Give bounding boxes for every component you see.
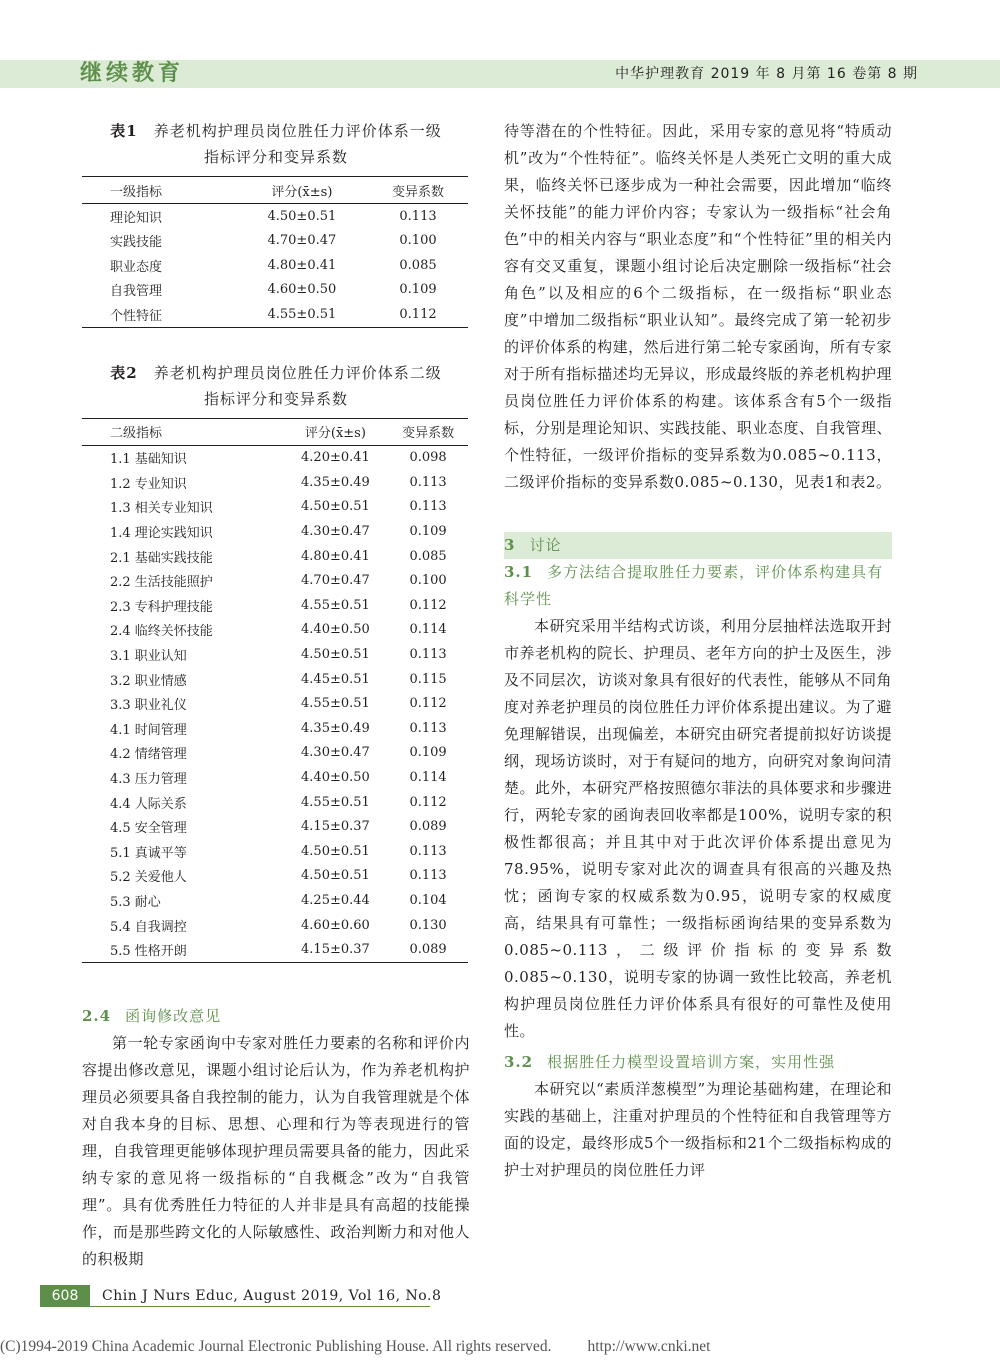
cv-cell: 0.115 <box>409 671 447 687</box>
cv-cell: 0.109 <box>409 524 447 540</box>
cv-cell: 0.085 <box>409 548 447 564</box>
score-cell: 4.40±0.50 <box>301 770 370 786</box>
table-header-row <box>82 177 468 204</box>
table-row <box>82 470 468 495</box>
indicator-name-cell: 3.3 职业礼仪 <box>110 698 187 714</box>
table-row <box>82 741 468 766</box>
table-header-cell: 变异系数 <box>391 184 444 200</box>
table-row <box>82 937 468 962</box>
indicator-name-cell: 5.3 耐心 <box>110 894 161 910</box>
cv-cell: 0.113 <box>399 208 437 224</box>
table-row <box>82 765 468 790</box>
section-3-1-heading <box>504 559 892 613</box>
table-header-row <box>82 418 468 445</box>
score-cell: 4.20±0.41 <box>301 450 370 466</box>
indicator-name-cell: 5.1 真诚平等 <box>110 845 187 861</box>
table-header-cell: 二级指标 <box>110 426 163 441</box>
cv-cell: 0.112 <box>399 306 437 322</box>
cv-cell: 0.114 <box>409 770 447 786</box>
score-cell: 4.80±0.41 <box>267 257 337 273</box>
indicator-name-cell: 2.4 临终关怀技能 <box>110 624 213 640</box>
copyright-text: (C)1994-2019 China Academic Journal Electronic Publishing House. All rights reserved. <box>0 1338 552 1355</box>
section-title: 讨论 <box>529 536 562 554</box>
score-cell: 4.50±0.51 <box>301 499 370 515</box>
cv-cell: 0.112 <box>409 597 447 613</box>
cv-cell: 0.113 <box>409 647 447 663</box>
score-cell: 4.45±0.51 <box>301 671 370 687</box>
table-row <box>82 618 468 643</box>
indicator-name-cell: 自我管理 <box>110 284 163 300</box>
cv-cell: 0.109 <box>409 745 447 761</box>
cv-cell: 0.113 <box>409 843 447 859</box>
indicator-name-cell: 1.4 理论实践知识 <box>110 526 213 542</box>
section-2-4-paragraph: 第一轮专家函询中专家对胜任力要素的名称和评价内容提出修改意见，课题小组讨论后认为，作为养老机构护理员必须要具备自我控制的能力，认为自我管理就是个体对自我本身的目标、思想、心理和行为等表现进行的管理，自我管理更能够体现护理员需要具备的能力，因此采纳专家的意见将一级指标的“自我概念”改为“自我管理”。具有优秀胜任力特征的人并非是具有高超的技能操作，而是那些跨文化的人际敏感性、政治判断力和对他人的积极期 <box>82 1033 470 1268</box>
score-cell: 4.55±0.51 <box>301 794 370 810</box>
indicator-name-cell: 5.2 关爱他人 <box>110 870 187 886</box>
indicator-name-cell: 1.3 相关专业知识 <box>110 501 213 517</box>
table2-title-line1: 养老机构护理员岗位胜任力评价体系二级 <box>153 363 442 382</box>
table-row <box>82 839 468 864</box>
journal-info: 中华护理教育 2019 年 8 月第 16 卷第 8 期 <box>615 66 918 82</box>
table-row <box>82 888 468 913</box>
table1-title-line1: 养老机构护理员岗位胜任力评价体系一级 <box>153 122 442 140</box>
score-cell: 4.55±0.51 <box>301 696 370 712</box>
score-cell: 4.50±0.51 <box>301 647 370 663</box>
cv-cell: 0.113 <box>409 474 447 490</box>
table-row <box>82 568 468 593</box>
score-cell: 4.50±0.51 <box>301 868 370 884</box>
section-2-4-heading <box>82 1003 470 1030</box>
indicator-name-cell: 理论知识 <box>110 210 163 226</box>
table2-number: 表2 <box>110 363 138 382</box>
score-cell: 4.15±0.37 <box>301 942 370 958</box>
score-cell: 4.35±0.49 <box>301 720 370 736</box>
score-cell: 4.30±0.47 <box>301 745 370 761</box>
score-cell: 4.55±0.51 <box>267 306 337 322</box>
score-cell: 4.40±0.50 <box>301 622 370 638</box>
indicator-name-cell: 实践技能 <box>110 235 163 251</box>
cv-cell: 0.109 <box>399 282 437 298</box>
right-column <box>504 118 892 1184</box>
section-number: 3.1 <box>504 563 534 581</box>
cv-cell: 0.098 <box>409 450 447 466</box>
indicator-name-cell: 4.3 压力管理 <box>110 772 187 788</box>
table-row <box>82 445 468 470</box>
table-row <box>82 864 468 889</box>
cv-cell: 0.113 <box>409 868 447 884</box>
score-cell: 4.25±0.44 <box>301 892 370 908</box>
table-row <box>82 495 468 520</box>
score-cell: 4.70±0.47 <box>267 233 337 249</box>
cv-cell: 0.100 <box>399 233 437 249</box>
table-header-cell: 评分(x̄±s) <box>304 426 366 441</box>
table-row <box>82 302 468 327</box>
section-number: 2.4 <box>82 1006 112 1025</box>
section-3-1-paragraph: 本研究采用半结构式访谈，利用分层抽样法选取开封市养老机构的院长、护理员、老年方向的护士及医生，涉及不同层次，访谈对象具有很好的代表性，能够从不同角度对养老护理员的岗位胜任力评价体系提出建议。为了避免理解错误，出现偏差，本研究由研究者提前拟好访谈提纲，现场访谈时，对于有疑问的地方，向研究对象询问清楚。此外，本研究严格按照德尔菲法的具体要求和步骤进行，两轮专家的函询表回收率都是100%，说明专家的积极性都很高；并且其中对于此次评价体系提出意见为78.95%，说明专家对此次的调查具有很高的兴趣及热忱；函询专家的权威系数为0.95，说明专家的权威度高，结果具有可靠性；一级指标函询结果的变异系数为0.085~0.113，二级评价指标的变异系数0.085~0.130，说明专家的协调一致性比较高，养老机构护理员岗位胜任力评价体系具有很好的可靠性及使用性。 <box>504 617 892 1040</box>
table1 <box>82 176 468 328</box>
cv-cell: 0.085 <box>399 257 437 273</box>
table-row <box>82 544 468 569</box>
section-2-4-paragraph-continued: 待等潜在的个性特征。因此，采用专家的意见将“特质动机”改为“个性特征”。临终关怀是人类死亡文明的重大成果，临终关怀已逐步成为一种社会需要，因此增加“临终关怀技能”的能力评价内容；专家认为一级指标“社会角色”中的相关内容与“职业态度”和“个性特征”里的相关内容有交叉重复，课题小组讨论后决定删除一级指标“社会角色”以及相应的6个二级指标，在一级指标“职业态度”中增加二级指标“职业认知”。最终完成了第一轮初步的评价体系的构建，然后进行第二轮专家函询，所有专家对于所有指标描述均无异议，形成最终版的养老机构护理员岗位胜任力评价体系的构建。该体系含有5个一级指标，分别是理论知识、实践技能、职业态度、自我管理、个性特征，一级评价指标的变异系数为0.085~0.113，二级评价指标的变异系数0.085~0.130，见表1和表2。 <box>504 122 892 491</box>
table-header-cell: 变异系数 <box>402 426 455 441</box>
section-title: 根据胜任力模型设置培训方案，实用性强 <box>547 1053 836 1071</box>
cv-cell: 0.089 <box>409 942 447 958</box>
indicator-name-cell: 2.3 专科护理技能 <box>110 599 213 615</box>
cv-cell: 0.089 <box>409 819 447 835</box>
indicator-name-cell: 职业态度 <box>110 259 163 275</box>
table1-caption <box>82 118 470 170</box>
cv-cell: 0.114 <box>409 622 447 638</box>
table1-number: 表1 <box>110 122 138 140</box>
indicator-name-cell: 4.5 安全管理 <box>110 821 187 837</box>
table-row <box>82 253 468 278</box>
indicator-name-cell: 4.1 时间管理 <box>110 722 187 738</box>
section-3-heading <box>504 532 892 559</box>
cv-cell: 0.112 <box>409 696 447 712</box>
footer-rule <box>40 1306 430 1307</box>
score-cell: 4.80±0.41 <box>301 548 370 564</box>
table2-title-line2: 指标评分和变异系数 <box>203 389 348 408</box>
table-row <box>82 691 468 716</box>
footer-citation: Chin J Nurs Educ, August 2019, Vol 16, No.8 <box>102 1288 442 1304</box>
score-cell: 4.50±0.51 <box>267 208 337 224</box>
cv-cell: 0.104 <box>409 892 447 908</box>
cv-cell: 0.130 <box>409 917 447 933</box>
table2-caption <box>82 360 470 412</box>
section-3-2-paragraph: 本研究以“素质洋葱模型”为理论基础构建，在理论和实践的基础上，注重对护理员的个性特征和自我管理等方面的设定，最终形成5个一级指标和21个二级指标构成的护士对护理员的岗位胜任力评 <box>504 1080 892 1179</box>
section-title: 函询修改意见 <box>125 1006 222 1025</box>
left-column <box>82 118 470 1273</box>
score-cell: 4.50±0.51 <box>301 843 370 859</box>
score-cell: 4.55±0.51 <box>301 597 370 613</box>
section-number: 3.2 <box>504 1053 534 1071</box>
table-row <box>82 519 468 544</box>
section-title: 多方法结合提取胜任力要素，评价体系构建具有科学性 <box>504 563 884 608</box>
indicator-name-cell: 5.4 自我调控 <box>110 919 187 935</box>
indicator-name-cell: 1.2 专业知识 <box>110 476 187 492</box>
cv-cell: 0.113 <box>409 720 447 736</box>
copyright-line <box>0 1338 710 1356</box>
score-cell: 4.70±0.47 <box>301 573 370 589</box>
indicator-name-cell: 4.4 人际关系 <box>110 796 187 812</box>
table-row <box>82 204 468 229</box>
indicator-name-cell: 3.1 职业认知 <box>110 649 187 665</box>
section-3-2-heading <box>504 1049 892 1076</box>
table-row <box>82 642 468 667</box>
indicator-name-cell: 3.2 职业情感 <box>110 673 187 689</box>
indicator-name-cell: 个性特征 <box>110 308 163 324</box>
indicator-name-cell: 2.2 生活技能照护 <box>110 575 213 591</box>
cv-cell: 0.100 <box>409 573 447 589</box>
score-cell: 4.60±0.50 <box>267 282 337 298</box>
table1-title-line2: 指标评分和变异系数 <box>203 148 348 166</box>
score-cell: 4.15±0.37 <box>301 819 370 835</box>
cv-cell: 0.113 <box>409 499 447 515</box>
table-header-cell: 评分(x̄±s) <box>271 184 333 200</box>
table-header-cell: 一级指标 <box>110 184 163 200</box>
indicator-name-cell: 5.5 性格开朗 <box>110 944 187 960</box>
score-cell: 4.60±0.60 <box>301 917 370 933</box>
table-row <box>82 716 468 741</box>
table-row <box>82 790 468 815</box>
indicator-name-cell: 1.1 基础知识 <box>110 452 187 468</box>
table-row <box>82 814 468 839</box>
cnki-link[interactable]: http://www.cnki.net <box>587 1338 711 1355</box>
table-row <box>82 667 468 692</box>
table-row <box>82 229 468 254</box>
table2 <box>82 418 468 963</box>
score-cell: 4.35±0.49 <box>301 474 370 490</box>
section-number: 3 <box>504 536 516 554</box>
indicator-name-cell: 4.2 情绪管理 <box>110 747 187 763</box>
page-number: 608 <box>40 1285 90 1307</box>
indicator-name-cell: 2.1 基础实践技能 <box>110 550 213 566</box>
section-label: 继续教育 <box>80 61 185 86</box>
score-cell: 4.30±0.47 <box>301 524 370 540</box>
table-row <box>82 593 468 618</box>
table-row <box>82 278 468 303</box>
cv-cell: 0.112 <box>409 794 447 810</box>
table-row <box>82 913 468 938</box>
